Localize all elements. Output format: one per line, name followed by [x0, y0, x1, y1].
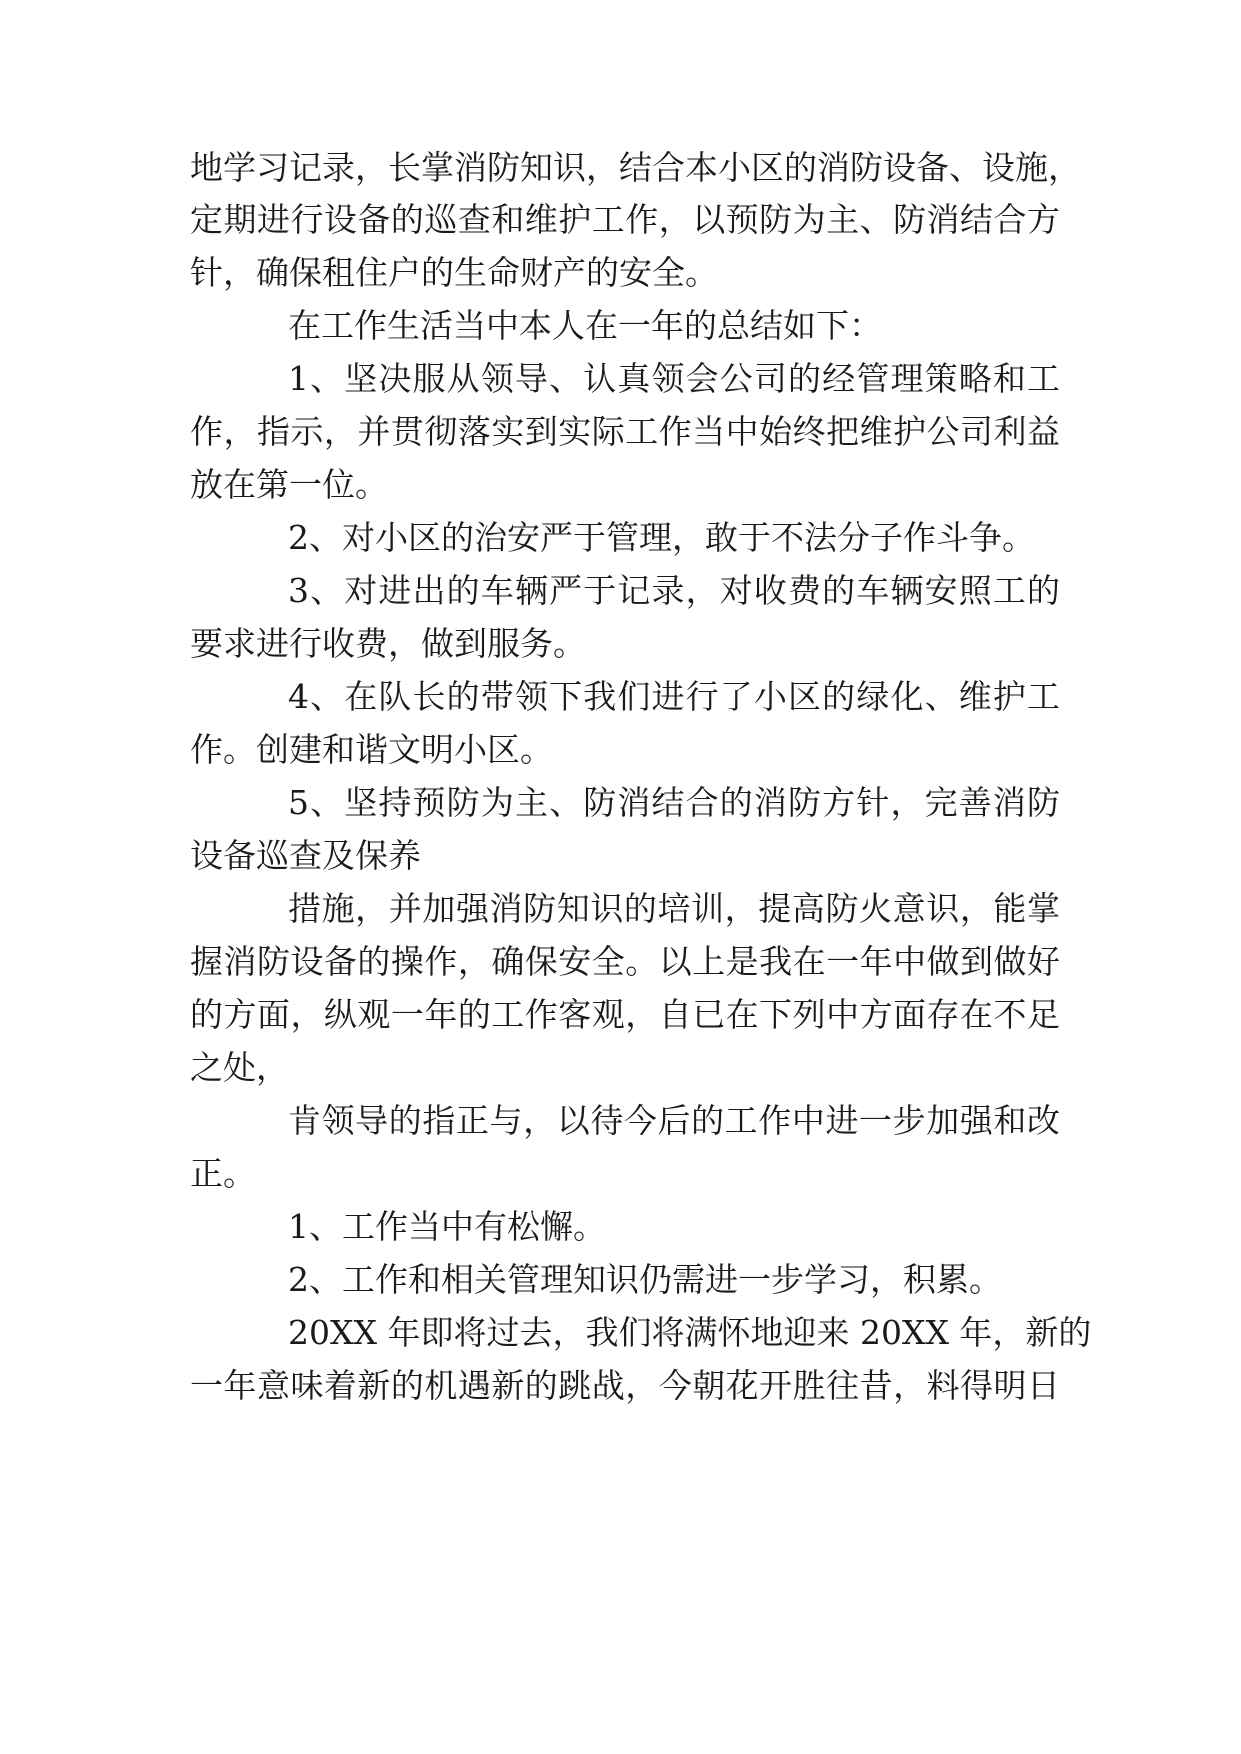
- text-line: 4、在队长的带领下我们进行了小区的绿化、维护工: [288, 677, 1060, 716]
- text-line: 定期进行设备的巡查和维护工作，以预防为主、防消结合方: [190, 200, 1060, 239]
- text-line: 2、工作和相关管理知识仍需进一步学习，积累。: [288, 1260, 1002, 1299]
- text-line: 措施，并加强消防知识的培训，提高防火意识，能掌: [288, 889, 1060, 928]
- text-line: 作。创建和谐文明小区。: [190, 730, 553, 769]
- text-line: 1、坚决服从领导、认真领会公司的经管理策略和工: [288, 359, 1060, 398]
- text-line: 的方面，纵观一年的工作客观，自已在下列中方面存在不足: [190, 995, 1060, 1034]
- text-line: 肯领导的指正与，以待今后的工作中进一步加强和改: [288, 1101, 1060, 1140]
- text-line: 在工作生活当中本人在一年的总结如下：: [288, 306, 882, 345]
- text-line: 针，确保租住户的生命财产的安全。: [190, 253, 718, 292]
- text-line: 放在第一位。: [190, 465, 388, 504]
- text-line: 要求进行收费，做到服务。: [190, 624, 586, 663]
- text-line: 5、坚持预防为主、防消结合的消防方针，完善消防: [288, 783, 1060, 822]
- text-line: 3、对进出的车辆严于记录，对收费的车辆安照工的: [288, 571, 1060, 610]
- text-line: 作，指示，并贯彻落实到实际工作当中始终把维护公司利益: [190, 412, 1060, 451]
- text-line: 1、工作当中有松懈。: [288, 1207, 606, 1246]
- text-line: 一年意味着新的机遇新的跳战，今朝花开胜往昔，料得明日: [190, 1366, 1060, 1405]
- text-line: 设备巡查及保养: [190, 836, 421, 875]
- text-line: 20XX 年即将过去，我们将满怀地迎来 20XX 年，新的: [288, 1313, 1092, 1352]
- text-line: 正。: [190, 1154, 256, 1193]
- text-line: 握消防设备的操作，确保安全。以上是我在一年中做到做好: [190, 942, 1060, 981]
- text-line: 地学习记录，长掌消防知识，结合本小区的消防设备、设施，: [190, 148, 1081, 187]
- text-line: 之处，: [190, 1048, 289, 1087]
- text-line: 2、对小区的治安严于管理，敢于不法分子作斗争。: [288, 518, 1035, 557]
